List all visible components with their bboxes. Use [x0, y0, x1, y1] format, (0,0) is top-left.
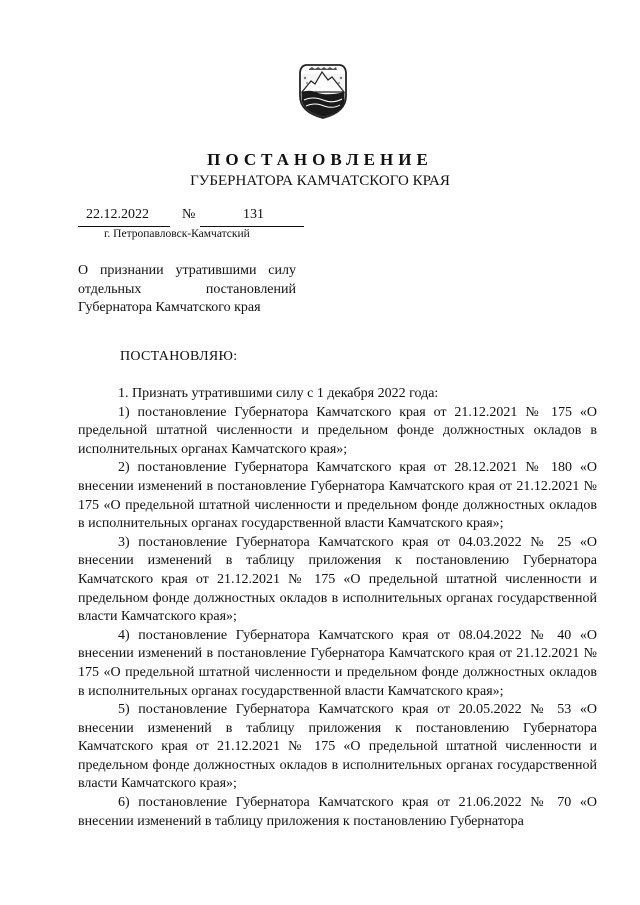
number-sign: №: [182, 207, 196, 222]
body-paragraph: 5) постановление Губернатора Камчатского края от 20.05.2022 № 53 «О внесении изменений в таблицу приложения к постановлению Губернатора Камчатского края от 21.12.2021 № 175 «О предельной штатной численности и предельном фонде должностных окладов в исполнительных органах государственной власти Камчатского края»;: [78, 702, 597, 792]
issue-city: г. Петропавловск-Камчатский: [104, 228, 250, 240]
subject-line: О признании утратившими силу: [78, 263, 296, 278]
body-paragraph: 1) постановление Губернатора Камчатского края от 21.12.2021 № 175 «О предельной штатной численности и предельном фонде должностных окладов в исполнительных органах Камчатского края»;: [78, 404, 597, 457]
body-paragraph: 1. Признать утратившими силу с 1 декабря 2022 года:: [118, 386, 439, 401]
document-title: ПОСТАНОВЛЕНИЕ: [207, 150, 433, 169]
document-date: 22.12.2022: [86, 207, 149, 222]
body-paragraph: 3) постановление Губернатора Камчатского края от 04.03.2022 № 25 «О внесении изменений в таблицу приложения к постановлению Губернатора Камчатского края от 21.12.2021 № 175 «О предельной штатной численности и предельном фонде должностных окладов в исполнительных органах государственной власти Камчатского края»;: [78, 534, 597, 625]
subject-line: Губернатора Камчатского края: [78, 300, 261, 315]
document-subject: [78, 262, 296, 318]
date-underline: [78, 226, 170, 227]
body-paragraph: 2) постановление Губернатора Камчатского края от 28.12.2021 № 180 «О внесении изменений в постановление Губернатора Камчатского края от 21.12.2021 № 175 «О предельной штатной численности и предельном фонде должностных окладов в исполнительных органах государственной власти Камчатского края»;: [78, 460, 597, 532]
document-body: [78, 385, 597, 831]
body-paragraph: 6) постановление Губернатора Камчатского края от 21.06.2022 № 70 «О внесении изменений в таблицу приложения к постановлению Губернатора: [78, 795, 597, 829]
document-issuer: ГУБЕРНАТОРА КАМЧАТСКОГО КРАЯ: [190, 173, 450, 189]
body-paragraph: 4) постановление Губернатора Камчатского края от 08.04.2022 № 40 «О внесении изменений в постановление Губернатора Камчатского края от 21.12.2021 № 175 «О предельной штатной численности и предельном фонде должностных окладов в исполнительных органах государственной власти Камчатского края»;: [78, 627, 597, 699]
document-number: 131: [243, 207, 264, 222]
number-underline: [200, 226, 304, 227]
decree-heading: ПОСТАНОВЛЯЮ:: [120, 349, 238, 364]
subject-line: отдельных постановлений: [78, 281, 296, 297]
kamchatka-emblem-icon: [298, 62, 348, 120]
